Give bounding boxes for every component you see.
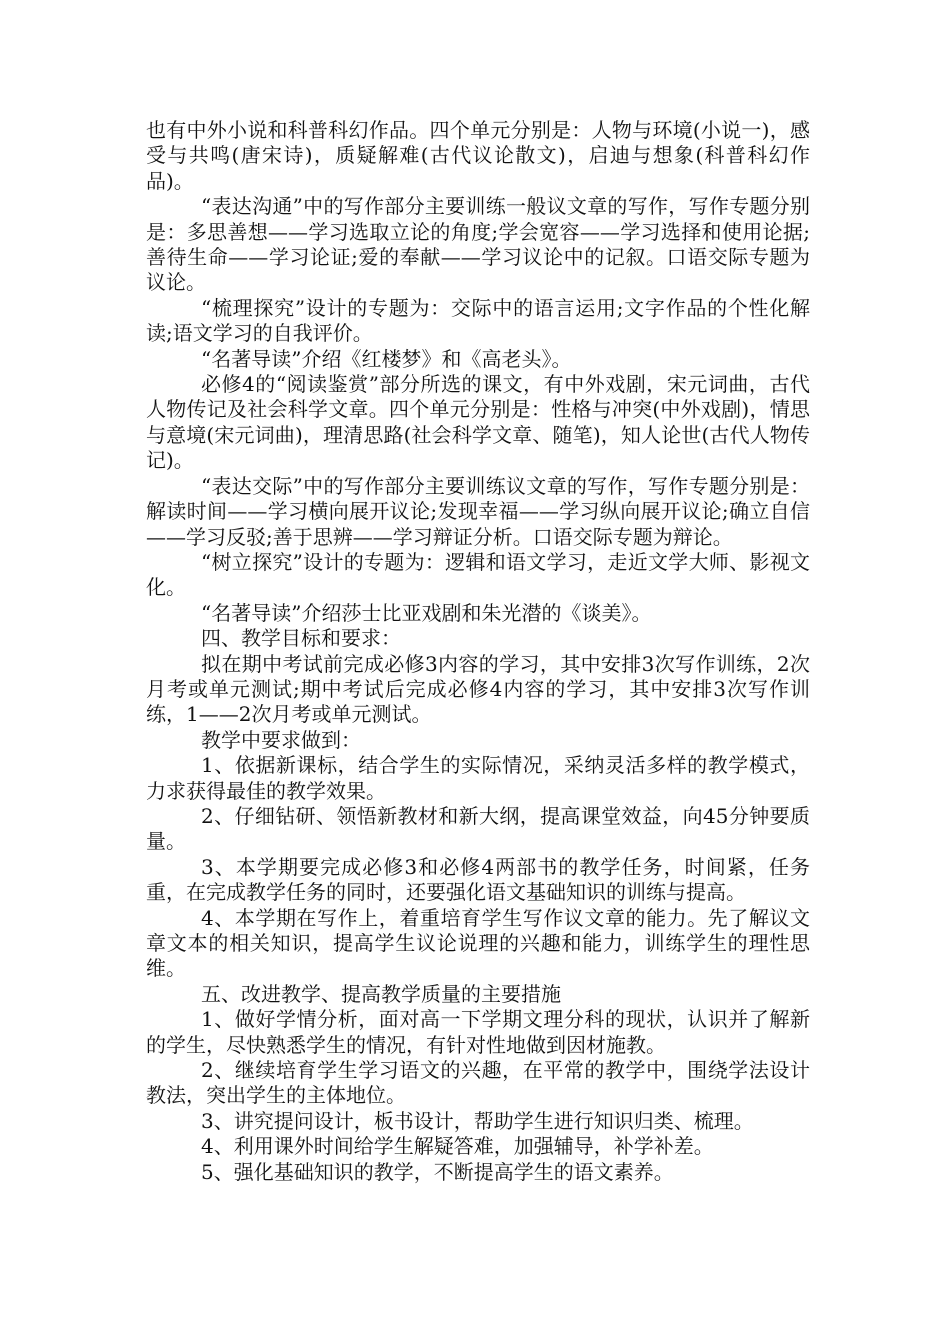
section-heading: 四、教学目标和要求：	[201, 626, 401, 651]
list-item: 2、仔细钻研、领悟新教材和新大纲，提高课堂效益，向45分钟要质量。	[146, 803, 810, 854]
paragraph: “树立探究”设计的专题为：逻辑和语文学习，走近文学大师、影视文化。	[146, 549, 810, 600]
list-item: 1、依据新课标，结合学生的实际情况，采纳灵活多样的教学模式，力求获得最佳的教学效果。	[146, 753, 810, 803]
document-body	[146, 118, 810, 1185]
paragraph: “名著导读”介绍莎士比亚戏剧和朱光潜的《谈美》。	[201, 600, 652, 625]
paragraph: 必修4的“阅读鉴赏”部分所选的课文，有中外戏剧，宋元词曲，古代人物传记及社会科学文章。四个单元分别是：性格与冲突(中外戏剧)，情思与意境(宋元词曲)，理清思路(社会科学文章、随笔)，知人论世(古代人物传记)。	[146, 372, 810, 473]
paragraph: “梳理探究”设计的专题为：交际中的语言运用;文字作品的个性化解读;语文学习的自我评价。	[146, 295, 810, 346]
paragraph: 拟在期中考试前完成必修3内容的学习，其中安排3次写作训练，2次月考或单元测试;期中考试后完成必修4内容的学习，其中安排3次写作训练，1——2次月考或单元测试。	[146, 651, 810, 727]
list-item: 5、强化基础知识的教学，不断提高学生的语文素养。	[201, 1159, 674, 1184]
paragraph: 也有中外小说和科普科幻作品。四个单元分别是：人物与环境(小说一)，感受与共鸣(唐宋诗)，质疑解难(古代议论散文)，启迪与想象(科普科幻作品)。	[146, 118, 810, 193]
list-item: 4、利用课外时间给学生解疑答难，加强辅导，补学补差。	[201, 1134, 714, 1159]
list-item: 3、本学期要完成必修3和必修4两部书的教学任务，时间紧，任务重，在完成教学任务的同时，还要强化语文基础知识的训练与提高。	[146, 854, 810, 905]
paragraph: “表达沟通”中的写作部分主要训练一般议文章的写作，写作专题分别是：多思善想——学习选取立论的角度;学会宽容——学习选择和使用论据;善待生命——学习论证;爱的奉献——学习议论中的记叙。口语交际专题为议论。	[146, 194, 810, 295]
list-item: 2、继续培育学生学习语文的兴趣，在平常的教学中，围绕学法设计教法，突出学生的主体地位。	[146, 1058, 810, 1108]
section-heading: 五、改进教学、提高教学质量的主要措施	[201, 981, 561, 1006]
paragraph: “名著导读”介绍《红楼梦》和《高老头》。	[201, 346, 572, 371]
paragraph: 教学中要求做到：	[201, 727, 361, 752]
paragraph: “表达交际”中的写作部分主要训练议文章的写作，写作专题分别是：解读时间——学习横向展开议论;发现幸福——学习纵向展开议论;确立自信——学习反驳;善于思辨——学习辩证分析。口语交际专题为辩论。	[146, 473, 810, 549]
list-item: 1、做好学情分析，面对高一下学期文理分科的现状，认识并了解新的学生，尽快熟悉学生的情况，有针对性地做到因材施教。	[146, 1007, 810, 1057]
list-item: 4、本学期在写作上，着重培育学生写作议文章的能力。先了解议文章文本的相关知识，提高学生议论说理的兴趣和能力，训练学生的理性思维。	[146, 905, 810, 981]
list-item: 3、讲究提问设计，板书设计，帮助学生进行知识归类、梳理。	[201, 1108, 754, 1133]
